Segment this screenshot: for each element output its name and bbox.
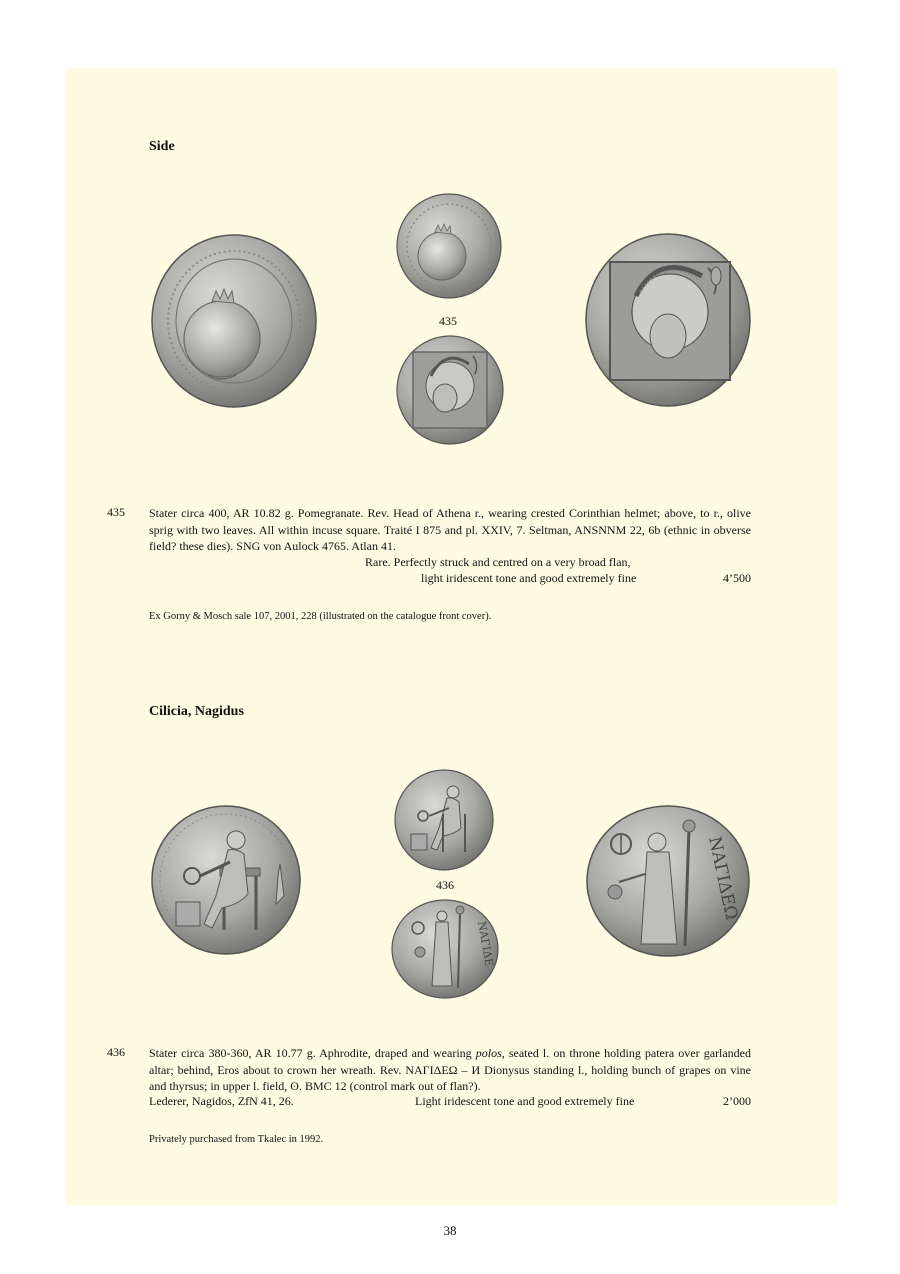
coin-435-reverse-enlarged [584, 232, 752, 408]
coin-436-reverse [390, 898, 500, 1000]
lot-436-price: 2’000 [723, 1094, 751, 1108]
lot-435-condition-2: light iridescent tone and good extremely fine [421, 571, 637, 585]
coin-436-obverse-enlarged [150, 804, 302, 956]
lot-436-description-part2: , seated l. on throne holding patera over garlanded altar; behind, Eros about to crown her wreath. Rev. ΝΑΓΙΔΕΩ – И Dionysus standing l., holding bunch of grapes on vine and thyrsus; in upper l. field, ʘ. BMC 12 (control mark out of flan?). [149, 1046, 751, 1093]
lot-435-description: Stater circa 400, AR 10.82 g. Pomegranate. Rev. Head of Athena r., wearing crested Corinthian helmet; above, to r., olive sprig with two leaves. All within incuse square. Traité I 875 and pl. XXIV, 7. Seltman, ANSNNM 22, 6b (ethnic in obverse field? these dies). SNG von Aulock 4765. Atlan 41. [149, 506, 751, 553]
svg-text:ΝΑΓΙΔΕ: ΝΑΓΙΔΕ [475, 920, 496, 968]
lot-436-description-part1: Stater circa 380-360, AR 10.77 g. Aphrodite, draped and wearing [149, 1046, 476, 1060]
coin-436-obverse [393, 768, 495, 872]
lot-number-435: 435 [107, 505, 125, 519]
lot-number-436: 436 [107, 1045, 125, 1059]
section-title-side: Side [149, 139, 175, 154]
lot-436-description-italic: polos [475, 1046, 502, 1060]
coin-436-reverse-enlarged [585, 804, 751, 958]
lot-436-provenance: Privately purchased from Tkalec in 1992. [149, 1134, 324, 1145]
coin-label-436: 436 [436, 878, 454, 892]
lot-436-description-last-line: Lederer, Nagidos, ZfN 41, 26. [149, 1094, 294, 1108]
lot-435-price: 4’500 [723, 571, 751, 585]
lot-435-condition-1: Rare. Perfectly struck and centred on a very broad flan, [365, 555, 631, 569]
coin-label-435: 435 [439, 314, 457, 328]
section-title-cilicia-nagidus: Cilicia, Nagidus [149, 704, 244, 719]
coin-435-reverse [395, 334, 505, 446]
coin-435-obverse [395, 192, 503, 300]
lot-435-provenance: Ex Gorny & Mosch sale 107, 2001, 228 (illustrated on the catalogue front cover). [149, 611, 492, 622]
page-number: 38 [443, 1223, 457, 1238]
lot-436-condition: Light iridescent tone and good extremely fine [415, 1094, 635, 1108]
lot-436-description [149, 1045, 751, 1095]
coin-435-obverse-enlarged [150, 233, 320, 411]
reverse-legend: ΝΑΓΙΔΕΩ [704, 834, 742, 922]
